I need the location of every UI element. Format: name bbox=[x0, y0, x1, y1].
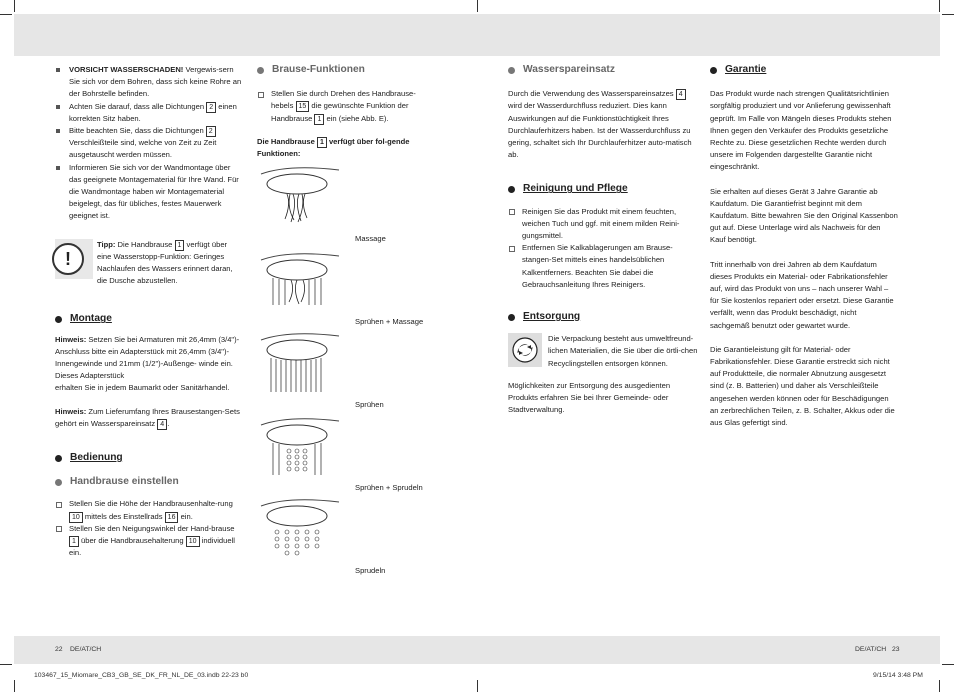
hinweis-wasserspar: Hinweis: Zum Lieferumfang Ihres Brausestangen-Sets gehört ein Wasserspareinsatz 4 . bbox=[55, 406, 240, 428]
garantie-paragraph: Tritt innerhalb von drei Jahren ab dem Kaufdatum dieses Produkts ein Material- oder Fabrikationsfehler auf, wird das Produkt von uns – nach unserer Wahl – für Sie kostenlos repariert oder ersetzt. Diese Garantie verfällt, wenn das Produkt beschädigt, nicht sachgemäß benutzt oder gewartet wurde. bbox=[710, 259, 894, 330]
spray-massage-illustration bbox=[259, 250, 349, 310]
mode-label: Sprudeln bbox=[355, 566, 386, 575]
crop-mark bbox=[0, 664, 12, 665]
column-2 bbox=[257, 64, 437, 160]
massage-illustration bbox=[259, 164, 349, 242]
section-heading-wasserspareinsatz: Wasserspareinsatz bbox=[508, 64, 698, 76]
handbrause-steps bbox=[55, 498, 243, 559]
mode-label: Sprühen + Sprudeln bbox=[355, 483, 423, 492]
crop-mark bbox=[477, 0, 478, 12]
list-item: VORSICHT WASSERSCHADEN! Vergewis-sern Sie sich vor dem Bohren, dass sich keine Rohre an der Bohrstelle befinden. bbox=[55, 64, 243, 101]
eco-text: Die Verpackung besteht aus umweltfreund-lichen Materialien, die Sie über die örtli-chen Recyclingstellen entsorgen können. bbox=[548, 334, 698, 368]
tip-box: ! Tipp: Die Handbrause 1 verfügt über eine Wasserstopp-Funktion: Geringes Nachlaufen des Wassers erinnert daran, die Dusche abzustellen. bbox=[55, 239, 243, 288]
functions-intro: Die Handbrause 1 verfügt über fol-gende Funktionen: bbox=[257, 136, 410, 159]
column-1 bbox=[55, 64, 243, 560]
crop-mark bbox=[942, 664, 954, 665]
bullet-icon bbox=[508, 67, 515, 74]
crop-mark bbox=[14, 680, 15, 692]
mode-label: Sprühen + Massage bbox=[355, 317, 424, 326]
recycling-icon-bg bbox=[508, 333, 542, 367]
section-heading-garantie: Garantie bbox=[710, 64, 898, 76]
garantie-paragraph: Sie erhalten auf dieses Gerät 3 Jahre Garantie ab Kaufdatum. Die Garantiefrist beginnt mit dem Kaufdatum. Bitte bewahren Sie den Original Kassenbon gut auf. Diese Unterlage wird als Nachweis für den Kauf benötigt. bbox=[710, 186, 898, 245]
list-item: Bitte beachten Sie, dass die Dichtungen 2 Verschleißteile sind, welche von Zeit zu Zeit ausgetauscht werden müssen. bbox=[55, 125, 243, 162]
section-heading-entsorgung: Entsorgung bbox=[508, 311, 698, 323]
bullet-icon bbox=[710, 67, 717, 74]
list-item: Stellen Sie den Neigungswinkel der Hand-brause 1 über die Handbrausehalterung 10 individuell ein. bbox=[55, 523, 243, 560]
mode-label: Sprühen bbox=[355, 400, 384, 409]
bullet-icon bbox=[55, 316, 62, 323]
list-item: Entfernen Sie Kalkablagerungen am Brause-stangen-Set mittels eines handelsüblichen Kalkentferners. Beachten Sie dabei die Gebrauchsanleitung Ihres Reinigers. bbox=[508, 242, 698, 291]
reinigung-steps bbox=[508, 206, 698, 291]
column-4 bbox=[710, 64, 898, 429]
section-heading-brause-funktionen: Brause-Funktionen bbox=[257, 64, 437, 76]
recycling-icon bbox=[512, 337, 538, 363]
garantie-paragraph: Die Garantieleistung gilt für Material- oder Fabrikationsfehler. Diese Garantie erstreckt sich nicht auf Produktteile, die normaler Abnutzung ausgesetzt sind (z. B. Batterien) und daher als Verschleißteile angesehen werden können oder für Beschädigungen an zerbrechlichen Teilen, z. B. Schalter, Akkus oder die aus Glas gefertigt sind. bbox=[710, 344, 895, 428]
crop-mark bbox=[0, 14, 12, 15]
crop-mark bbox=[942, 14, 954, 15]
page-number-left: 22 bbox=[55, 646, 63, 653]
section-heading-handbrause: Handbrause einstellen bbox=[55, 476, 243, 488]
garantie-paragraph: Das Produkt wurde nach strengen Qualitätsrichtlinien sorgfältig produziert und vor Anlieferung gewissenhaft geprüft. Im Falle von Mängeln dieses Produkts stehen Ihnen gegen den Verkäufer des Produkts gesetzliche Rechte zu. Diese gesetzlichen Rechte werden durch unsere im Folgenden dargestellte Garantie nicht eingeschränkt. bbox=[710, 89, 892, 172]
footer-band bbox=[14, 636, 940, 664]
list-item: Stellen Sie die Höhe der Handbrausenhalte-rung 10 mittels des Einstellrads 16 ein. bbox=[55, 498, 243, 522]
bullet-icon bbox=[508, 186, 515, 193]
eco-box bbox=[508, 333, 698, 370]
spray-illustration bbox=[259, 330, 349, 396]
region-right: DE/AT/CH bbox=[855, 646, 887, 653]
file-slug: 103467_15_Miomare_CB3_GB_SE_DK_FR_NL_DE_03.indb 22-23 b0 bbox=[34, 672, 249, 679]
crop-mark bbox=[939, 680, 940, 692]
wasserspar-text: Durch die Verwendung des Wasserspareinsatzes 4 wird der Wasserdurchfluss reduziert. Dies kann Auswirkungen auf die Funktionstüchtigkeit Ihres Durchlauferhitzers haben. Ist der Wasserdurchfluss zu gering, schaltet sich Ihr Durchlauferhitzer auto-matisch ab. bbox=[508, 89, 692, 160]
tip-icon-bg bbox=[55, 239, 93, 279]
header-band bbox=[14, 14, 940, 56]
mode-label: Massage bbox=[355, 234, 386, 243]
list-item: Stellen Sie durch Drehen des Handbrause-hebels 15 die gewünschte Funktion der Handbrause 1 ein (siehe Abb. E). bbox=[257, 88, 437, 125]
list-item: Informieren Sie sich vor der Wandmontage über das geeignete Montagematerial für Ihre Wand. Für die Wandmontage haben wir Montagematerial beigelegt, das für übliches, festes Mauerwerk geeignet ist. bbox=[55, 162, 243, 223]
list-item: Achten Sie darauf, dass alle Dichtungen 2 einen korrekten Sitz haben. bbox=[55, 101, 243, 125]
spray-bubble-illustration bbox=[259, 415, 349, 481]
crop-mark bbox=[14, 0, 15, 12]
crop-mark bbox=[477, 680, 478, 692]
section-heading-reinigung: Reinigung und Pflege bbox=[508, 183, 698, 195]
section-heading-montage: Montage bbox=[55, 313, 243, 325]
entsorgung-text: Möglichkeiten zur Entsorgung des ausgedienten Produkts erfahren Sie bei Ihrer Gemeinde- oder Stadtverwaltung. bbox=[508, 380, 671, 415]
section-heading-bedienung: Bedienung bbox=[55, 452, 243, 464]
list-item: Reinigen Sie das Produkt mit einem feuchten, weichen Tuch und ggf. mit einem milden Reini-gungsmittel. bbox=[508, 206, 698, 243]
brause-steps bbox=[257, 88, 437, 125]
bullet-icon bbox=[257, 67, 264, 74]
region-left: DE/AT/CH bbox=[70, 646, 102, 653]
column-3 bbox=[508, 64, 698, 416]
hinweis-adapter: Hinweis: Setzen Sie bei Armaturen mit 26,4mm (3/4")-Anschluss bitte ein Adapterstück mit 26,4mm (3/4")-Innengewinde und 21mm (1/2")-Außenge- winde ein. Dieses Adapterstück erhalten Sie in jedem Baumarkt oder Sanitärhandel. bbox=[55, 334, 240, 393]
page-number-right: 23 bbox=[892, 646, 900, 653]
bullet-icon bbox=[508, 314, 515, 321]
warning-list bbox=[55, 64, 243, 223]
bubble-illustration bbox=[259, 496, 349, 562]
exclamation-icon: ! bbox=[52, 243, 84, 275]
crop-mark bbox=[939, 0, 940, 12]
print-date: 9/15/14 3:48 PM bbox=[873, 672, 923, 679]
bullet-icon bbox=[55, 479, 62, 486]
bullet-icon bbox=[55, 455, 62, 462]
